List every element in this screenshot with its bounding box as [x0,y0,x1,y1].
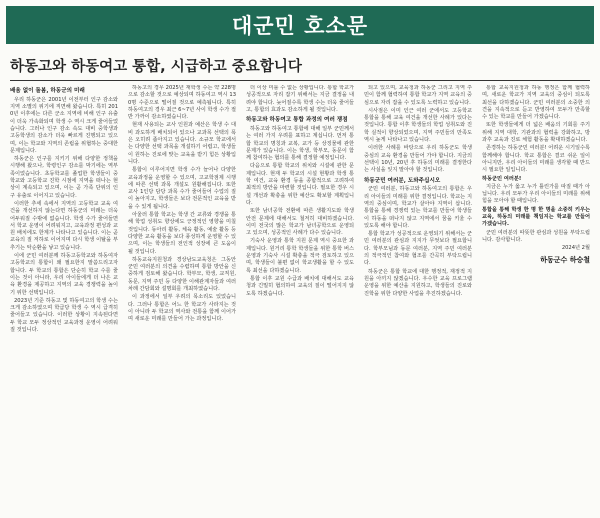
paragraph: 하동군은 인구를 지키기 위해 다양한 정책을 시행해 왔으나, 학령인구 감소를 막기에는 역부족이었습니다. 초등학교를 졸업한 학생들이 중학교와 고등학교 진학 시점에 지역을 떠나는 현상이 계속되고 있으며, 이는 곧 가족 단위의 인구 유출로 이어지고 있습니다. [10,156,118,199]
paragraph: 시사점은 이미 인근 여러 군에서도 고등학교 통합을 통해 교육 여건을 개선한 사례가 있다는 것입니다. 통합 이후 학생들의 학업 성취도와 진학 실적이 향상되었으며, 지역 주민들의 만족도 역시 높게 나타나고 있습니다. [364,107,472,144]
paragraph: 통합이 이루어지면 학생 수가 늘어나 다양한 교육과정을 운영할 수 있으며, 고교학점제 시행에 따른 선택 과목 개설도 원활해집니다. 또한 교사 1인당 담당 과목 수가 줄어들어 수업의 질이 높아지고, 학생들은 보다 전문적인 교육을 받을 수 있게 됩니다. [128,167,236,210]
paragraph: 또한 학생들에게 더 넓은 배움의 기회를 주기 위해 지역 대학, 기관과의 협력을 강화하고, 방과후 교육과 진로 체험 활동을 확대하겠습니다. [482,122,590,144]
paragraph: 기숙사 운영과 통학 지원 문제 역시 중요한 과제입니다. 원거리 통학 학생들을 위한 통학 버스 운영과 기숙사 시설 확충을 적극 검토하고 있으며, 학생들이 불편 없이 학교생활을 할 수 있도록 최선을 다하겠습니다. [246,238,354,274]
paragraph: 우리 하동군은 2001년 이전부터 인구 감소와 지역 소멸의 위기에 직면해 왔습니다. 특히 2010년 이후에는 다른 군소 지역에 비해 인구 유출이 더욱 가속화되며 학생 수 역시 크게 줄어들었습니다. 그러나 인구 감소 속도 대비 중학생과 고등학생의 감소가 더욱 빠르게 진행되고 있으며, 이는 학교와 지역의 존립을 위협하는 중대한 문제입니다. [10,96,118,154]
paragraph: 이에 군민 여러분께 하동고등학교와 하동여자고등학교의 통합이 왜 필요한지 말씀드리고자 합니다. 두 학교의 통합은 단순히 학교 수를 줄이는 것이 아니라, 우리 아이들에게 더 나은 교육 환경을 제공하고 지역의 교육 경쟁력을 높이기 위한 선택입니다. [10,253,118,296]
paragraph: 존경하는 하동군민 여러분! 어려운 시기일수록 함께해야 합니다. 학교 통합은 결코 쉬운 일이 아니지만, 우리 아이들의 미래를 생각할 때 반드시 필요한 일입니다. [482,145,590,174]
section-heading: 하동군민 여러분, 도와주십시오 [364,177,441,184]
banner-title: 대군민 호소문 [231,14,369,38]
paragraph: 하동고와 하동여고 통합에 대해 일부 군민께서는 여러 가지 우려를 표하고 계십니다. 먼저 통합 학교의 명칭과 교복, 교가 등 상징물에 관한 문제가 있습니다. 이는 학생, 학부모, 동문이 함께 참여하는 협의를 통해 결정할 예정입니다. [246,125,354,162]
article-column-2 [128,85,236,510]
paragraph: 또한 남녀공학 전환에 따른 생활지도와 학생 안전 문제에 대해서도 철저히 대비하겠습니다. 이미 전국의 많은 학교가 남녀공학으로 운영되고 있으며, 성공적인 사례가 다수 있습니다. [246,208,354,237]
paragraph: 이러한 추세 속에서 지역의 고등학교 교육 여건을 개선하지 않는다면 하동군의 미래는 더욱 어두워질 수밖에 없습니다. 학생 수가 줄어들면서 학교 운영이 어려워지고, 교육과정 편성과 교원 배치에도 한계가 나타나고 있습니다. 이는 곧 교육의 질 저하로 이어지며 다시 학생 이탈을 부추기는 악순환을 낳고 있습니다. [10,200,118,251]
paragraph: 이 과정에서 일부 우려의 목소리도 있었습니다. 그러나 통합은 어느 한 학교가 사라지는 것이 아니라 두 학교의 역사와 전통을 함께 이어가며 새로운 미래를 만들어 가는 과정입니다. [128,294,236,323]
paragraph: 되고 있으며, 교육청과 하동군 그리고 지역 주민이 함께 협력하여 통합 학교가 지역 교육의 중심으로 자리 잡을 수 있도록 노력하고 있습니다. [364,85,472,106]
paragraph: 현재 사용되는 교사 인원과 예산은 학생 수 대비 과도하게 배치되어 있으나 교과목 선택의 폭은 오히려 좁아지고 있습니다. 소규모 학교에서는 다양한 선택 과목을 개설하기 어렵고, 학생들이 원하는 진로에 맞는 교육을 받기 힘든 상황입니다. [128,122,236,165]
section-heading: 배움 없이 돌봄, 하동군의 미래 [10,88,85,94]
headline-divider [10,80,590,81]
article-body [10,85,590,510]
paragraph: 2023년 기준 하동고 및 하동여고의 학생 수는 크게 감소하였으며 학급당 학생 수 역시 급격히 줄어들고 있습니다. 이러한 상황이 지속된다면 두 학교 모두 정상적인 교육과정 운영이 어려워질 것입니다. [10,297,118,333]
highlight-paragraph: 하동군민 여러분! [482,175,522,182]
paragraph: 하동군은 통합 학교에 대한 행정적, 재정적 지원을 아끼지 않겠습니다. 우수한 교육 프로그램 운영을 위한 예산을 지원하고, 학생들의 진로와 진학을 위한 다양한 사업을 추진하겠습니다. [364,268,472,297]
paragraph: 다음으로 통합 학교의 위치와 시설에 관한 문제입니다. 현재 두 학교의 시설 현황과 학생 통학 여건, 교육 환경 등을 종합적으로 고려하여 최적의 방안을 마련할 것입니다. 필요한 경우 시설 개선과 확충을 위한 예산도 확보할 계획입니다. [246,163,354,206]
date-line: 2024년 2월 [561,245,590,252]
article-column-3 [246,85,354,510]
paragraph: 하동고의 경우 2025년 재학생 수는 약 228명으로 감소할 것으로 예상되며 하동여고 역시 130명 수준으로 떨어질 것으로 예측됩니다. 특히 하동여고의 경우 최근 6~7년 사이 학생 수가 절반 가까이 감소하였습니다. [128,85,236,121]
headline: 하동고와 하동여고 통합, 시급하고 중요합니다 [10,59,302,75]
article-column-4 [364,85,472,510]
paragraph: 지금은 누가 옳고 누가 틀린가를 따질 때가 아닙니다. 우리 모두가 우리 아이들의 미래를 위해 힘을 모아야 할 때입니다. [482,183,590,205]
article-column-1 [10,85,118,510]
title-banner [6,6,594,44]
paragraph: 군민 여러분, 하동고와 하동여고의 통합은 우리 아이들의 미래를 위한 결정입니다. 학교는 지역의 중심이며, 학교가 살아야 지역이 삽니다. 통합을 통해 경쟁력 있는 학교를 만들어 학생들이 하동을 떠나지 않고 지역에서 꿈을 키울 수 있도록 해야 합니다. [364,186,472,229]
highlight-paragraph: 통합을 통해 학생 한 명 한 명을 소중히 키우는 교육, 하동의 미래를 책임지는 학교를 만들어 가겠습니다. [482,206,590,228]
paragraph: 군민 여러분의 따뜻한 관심과 성원을 부탁드립니다. 감사합니다. [482,229,590,243]
section-heading: 하동고와 하동여고 통합 과정의 여러 쟁점 [246,117,348,124]
paragraph: 더 이상 미룰 수 없는 상황입니다. 통합 학교가 성공적으로 자리 잡기 위해서는 지금 결정을 내려야 합니다. 늦어질수록 학생 수는 더욱 줄어들고, 통합의 효과도 감소하게 될 것입니다. [246,85,354,113]
paragraph: 통합 학교가 성공적으로 운영되기 위해서는 군민 여러분의 관심과 지지가 무엇보다 필요합니다. 학부모님과 동문 여러분, 지역 주민 여러분의 적극적인 참여와 협조를 간곡히 부탁드립니다. [364,231,472,267]
paragraph: 통합 교육지원청과 하동 행정은 함께 협력하며, 새로운 학교가 지역 교육의 중심이 되도록 최선을 다하겠습니다. 군민 여러분의 소중한 의견을 지속적으로 듣고 반영하여 모두가 만족할 수 있는 학교를 만들어 가겠습니다. [482,85,590,121]
signature: 하동군수 하승철 [540,255,590,264]
paragraph: 통합 이후 교원 수급과 배치에 대해서도 교육청과 긴밀히 협의하여 교육의 질이 떨어지지 않도록 하겠습니다. [246,275,354,297]
paragraph: 이러한 사례를 바탕으로 우리 하동군도 학생 중심의 교육 환경을 만들어 가야 합니다. 지금의 선택이 10년, 20년 후 하동의 미래를 결정한다는 사실을 잊지 말아야 할 것입니다. [364,145,472,174]
article-column-5 [482,85,590,510]
paragraph: 아울러 통합 학교는 학생 간 교류와 경쟁을 통해 학업 성취도 향상에도 긍정적인 영향을 미칠 것입니다. 동아리 활동, 체육 활동, 예술 활동 등 다양한 교육 활동을 보다 풍성하게 운영할 수 있으며, 이는 학생들의 전인적 성장에 큰 도움이 될 것입니다. [128,212,236,255]
paragraph: 하동교육지원청과 경상남도교육청은 그동안 군민 여러분의 의견을 수렴하며 통합 방안을 신중하게 검토해 왔습니다. 학부모, 학생, 교직원, 동문, 지역 주민 등 다양한 이해관계자들과 여러 차례 간담회와 설명회를 개최하였습니다. [128,256,236,293]
